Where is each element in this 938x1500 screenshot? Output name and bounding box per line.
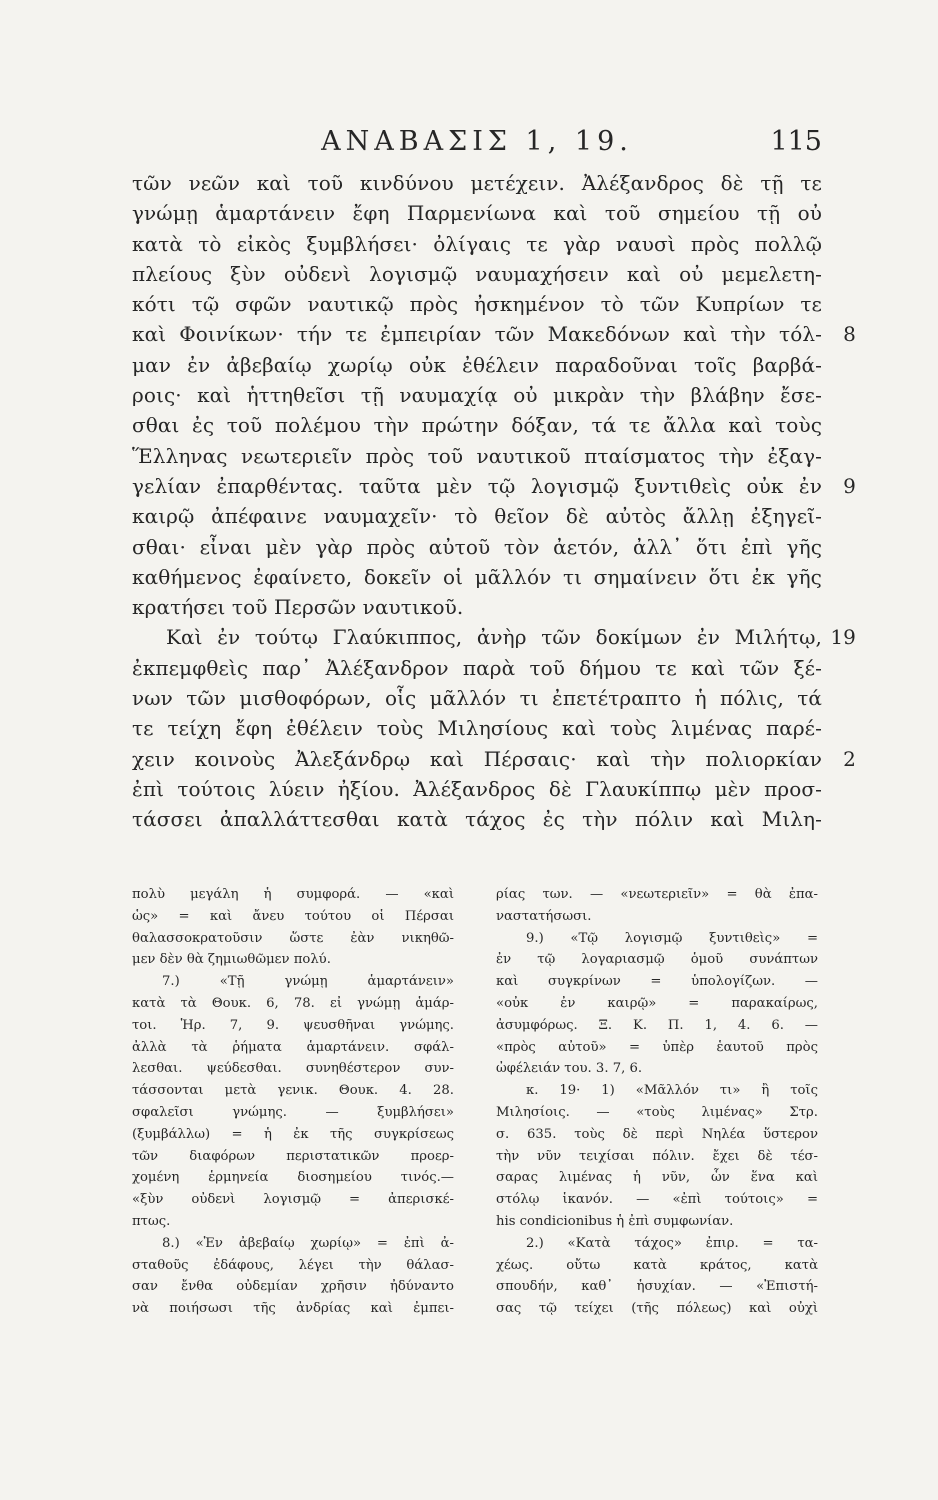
note-line: his condicionibus ἡ ἐπὶ συμφωνίαν.: [496, 1213, 734, 1229]
note-line: ναστατήσωσι.: [496, 908, 592, 924]
text-line: [132, 350, 822, 380]
text-line: [132, 198, 822, 228]
section-number: 19: [830, 625, 856, 650]
text-line-content: πλείους ξὺν οὐδενὶ λογισμῷ ναυμαχήσειν καὶ οὐ μεμελετη-: [132, 261, 822, 286]
note-line: 2.) «Κατὰ τάχος» ἐπιρ. = τα-: [526, 1235, 818, 1251]
note-line: νὰ ποιήσωσι τῆς ἀνδρίας καὶ ἐμπει-: [132, 1301, 454, 1317]
text-line-content: νων τῶν μισθοφόρων, οἷς μᾶλλόν τι ἐπετέτραπτο ἡ πόλις, τά: [132, 686, 822, 711]
text-line-content: καιρῷ ἀπέφαινε ναυμαχεῖν· τὸ θεῖον δὲ αὐτὸς ἄλλῃ ἐξηγεῖ-: [132, 504, 822, 529]
text-line: [132, 562, 822, 592]
note-line: «ξὺν οὐδενὶ λογισμῷ = ἀπερισκέ-: [132, 1192, 454, 1208]
text-line-content: τε τείχη ἔφη ἐθέλειν τοὺς Μιλησίους καὶ τοὺς λιμένας παρέ-: [132, 716, 822, 741]
text-line: [132, 592, 822, 622]
text-line: [132, 441, 822, 471]
note-line: ὠφέλειάν του. 3. 7, 6.: [496, 1061, 643, 1077]
text-line-content: σθαι ἐς τοῦ πολέμου τὴν πρώτην δόξαν, τά τε ἄλλα καὶ τοὺς: [132, 413, 822, 438]
note-line: τὴν νῦν τειχίσαι πόλιν. ἔχει δὲ τέσ-: [496, 1148, 818, 1164]
text-line-content: γελίαν ἐπαρθέντας. ταῦτα μὲν τῷ λογισμῷ ξυντιθεὶς οὐκ ἐν: [132, 473, 822, 498]
note-line: κατὰ τὰ Θουκ. 6, 78. εἰ γνώμῃ ἁμάρ-: [132, 995, 454, 1011]
text-line: [132, 713, 822, 743]
note-line: σαρας λιμένας ἡ νῦν, ὧν ἕνα καὶ: [496, 1170, 818, 1186]
note-line: ἀλλὰ τὰ ῥήματα ἁμαρτάνειν. σφάλ-: [132, 1039, 454, 1055]
text-line: [132, 774, 822, 804]
text-line-content: Ἕλληνας νεωτεριεῖν πρὸς τοῦ ναυτικοῦ πταίσματος τὴν ἐξαγ-: [132, 443, 822, 468]
note-line: τῶν διαφόρων περιστατικῶν προερ-: [132, 1148, 454, 1164]
text-line-content: ἐπὶ τούτοις λύειν ἠξίου. Ἀλέξανδρος δὲ Γλαυκίππῳ μὲν προσ-: [132, 776, 822, 801]
note-line: λεσθαι. ψεύδεσθαι. συνηθέστερον συν-: [132, 1061, 454, 1077]
note-line: 7.) «Τῇ γνώμῃ ἁμαρτάνειν»: [162, 974, 454, 990]
text-line-content: καθήμενος ἐφαίνετο, δοκεῖν οἱ μᾶλλόν τι σημαίνειν ὅτι ἐκ γῆς: [132, 564, 822, 589]
note-line: τάσσονται μετὰ γενικ. Θουκ. 4. 28.: [132, 1083, 454, 1099]
note-line: Μιλησίοις. — «τοὺς λιμένας» Στρ.: [496, 1104, 818, 1120]
running-head: [132, 122, 822, 162]
note-line: σταθοῦς ἐδάφους, λέγει τὴν θάλασ-: [132, 1257, 454, 1273]
note-line: χομένη ἑρμηνεία διοσημείου τινός.—: [132, 1170, 454, 1186]
text-line: [132, 471, 856, 501]
note-line: χέως. οὔτω κατὰ κράτος, κατὰ: [496, 1257, 818, 1273]
note-line: «πρὸς αὐτοῦ» = ὑπὲρ ἑαυτοῦ πρὸς: [496, 1039, 818, 1055]
text-line: [132, 804, 822, 834]
text-line-content: ροις· καὶ ἡττηθεῖσι τῇ ναυμαχίᾳ οὐ μικρὰν τὴν βλάβην ἔσε-: [132, 383, 822, 408]
note-line: σας τῷ τείχει (τῆς πόλεως) καὶ οὐχὶ: [496, 1301, 818, 1317]
text-line-content: ἐκπεμφθεὶς παρ᾽ Ἀλέξανδρον παρὰ τοῦ δήμου τε καὶ τῶν ξέ-: [132, 655, 822, 680]
text-line-content: σθαι· εἶναι μὲν γὰρ πρὸς αὐτοῦ τὸν ἀετόν, ἀλλ᾽ ὅτι ἐπὶ γῆς: [132, 534, 822, 559]
note-line: πολὺ μεγάλη ἡ συμφορά. — «καὶ: [132, 887, 454, 902]
note-line: σπουδήν, καθ᾽ ἡσυχίαν. — «Ἐπιστή-: [496, 1279, 818, 1295]
note-line: κ. 19· 1) «Μᾶλλόν τι» ἢ τοῖς: [526, 1083, 818, 1099]
note-line: σφαλεῖσι γνώμης. — ξυμβλήσει»: [132, 1104, 454, 1120]
text-line: [132, 622, 856, 652]
note-line: ρίας των. — «νεωτεριεῖν» = θὰ ἐπα-: [496, 887, 818, 902]
text-line: [132, 289, 822, 319]
notes-column-right: [496, 884, 818, 1320]
text-line: [132, 653, 822, 683]
note-line: ἐν τῷ λογαριασμῷ ὁμοῦ συνάπτων: [496, 952, 818, 968]
note-line: σαν ἔνθα οὐδεμίαν χρῆσιν ἠδύναντο: [132, 1279, 454, 1295]
text-line: [132, 532, 822, 562]
text-line: [132, 380, 822, 410]
text-line-content: κρατήσει τοῦ Περσῶν ναυτικοῦ.: [132, 595, 464, 620]
section-number: 2: [843, 746, 856, 771]
main-text: [132, 168, 856, 835]
note-line: στόλῳ ἱκανόν. — «ἐπὶ τούτοις» =: [496, 1192, 818, 1208]
note-line: πτως.: [132, 1213, 171, 1229]
text-line-content: κατὰ τὸ εἰκὸς ξυμβλήσει· ὀλίγαις τε γὰρ ναυσὶ πρὸς πολλῷ: [132, 231, 822, 256]
notes-column-left: [132, 884, 454, 1320]
note-line: (ξυμβάλλω) = ἡ ἐκ τῆς συγκρίσεως: [132, 1126, 454, 1142]
text-line-content: τῶν νεῶν καὶ τοῦ κινδύνου μετέχειν. Ἀλέξανδρος δὲ τῇ τε: [132, 171, 822, 195]
note-line: ὡς» = καὶ ἄνευ τούτου οἱ Πέρσαι: [132, 908, 454, 924]
note-line: καὶ συγκρίνων = ὑπολογίζων. —: [496, 974, 818, 990]
text-line: [132, 168, 822, 198]
text-line-content: χειν κοινοὺς Ἀλεξάνδρῳ καὶ Πέρσαις· καὶ τὴν πολιορκίαν: [132, 746, 822, 771]
commentary-notes: [132, 884, 822, 1374]
note-line: θαλασσοκρατοῦσιν ὥστε ἐὰν νικηθῶ-: [132, 930, 454, 946]
text-line: [132, 744, 856, 774]
text-line-content: κότι τῷ σφῶν ναυτικῷ πρὸς ἠσκημένον τὸ τῶν Κυπρίων τε: [132, 292, 822, 317]
note-line: μεν δὲν θὰ ζημιωθῶμεν πολύ.: [132, 952, 331, 968]
text-line: [132, 319, 856, 349]
text-line-content: καὶ Φοινίκων· τήν τε ἐμπειρίαν τῶν Μακεδόνων καὶ τὴν τόλ-: [132, 322, 822, 347]
text-line: [132, 410, 822, 440]
text-line-content: τάσσει ἀπαλλάττεσθαι κατὰ τάχος ἐς τὴν πόλιν καὶ Μιλη-: [132, 807, 822, 832]
note-line: 8.) «Ἐν ἀβεβαίῳ χωρίῳ» = ἐπὶ ἀ-: [162, 1235, 454, 1251]
section-number: 9: [843, 473, 856, 498]
note-line: 9.) «Τῷ λογισμῷ ξυντιθεὶς» =: [526, 930, 818, 946]
page-number: 115: [770, 126, 822, 157]
note-line: «οὐκ ἐν καιρῷ» = παρακαίρως,: [496, 995, 818, 1011]
note-line: ἀσυμφόρως. Ξ. Κ. Π. 1, 4. 6. —: [496, 1017, 818, 1033]
text-line: [132, 683, 822, 713]
text-line-content: μαν ἐν ἀβεβαίῳ χωρίῳ οὐκ ἐθέλειν παραδοῦναι τοῖς βαρβά-: [132, 352, 822, 377]
text-line-content: γνώμῃ ἁμαρτάνειν ἔφη Παρμενίωνα καὶ τοῦ σημείου τῇ οὐ: [132, 201, 822, 226]
note-line: τοι. Ἡρ. 7, 9. ψευσθῆναι γνώμης.: [132, 1017, 454, 1033]
running-title: ΑΝΑΒΑΣΙΣ 1, 19.: [321, 126, 633, 157]
note-line: σ. 635. τοὺς δὲ περὶ Νηλέα ὕστερον: [496, 1126, 818, 1142]
text-line: [132, 229, 822, 259]
section-number: 8: [843, 322, 856, 347]
text-line: [132, 501, 822, 531]
text-line: [132, 259, 822, 289]
text-line-content: Καὶ ἐν τούτῳ Γλαύκιππος, ἀνὴρ τῶν δοκίμων ἐν Μιλήτῳ,: [166, 625, 822, 650]
